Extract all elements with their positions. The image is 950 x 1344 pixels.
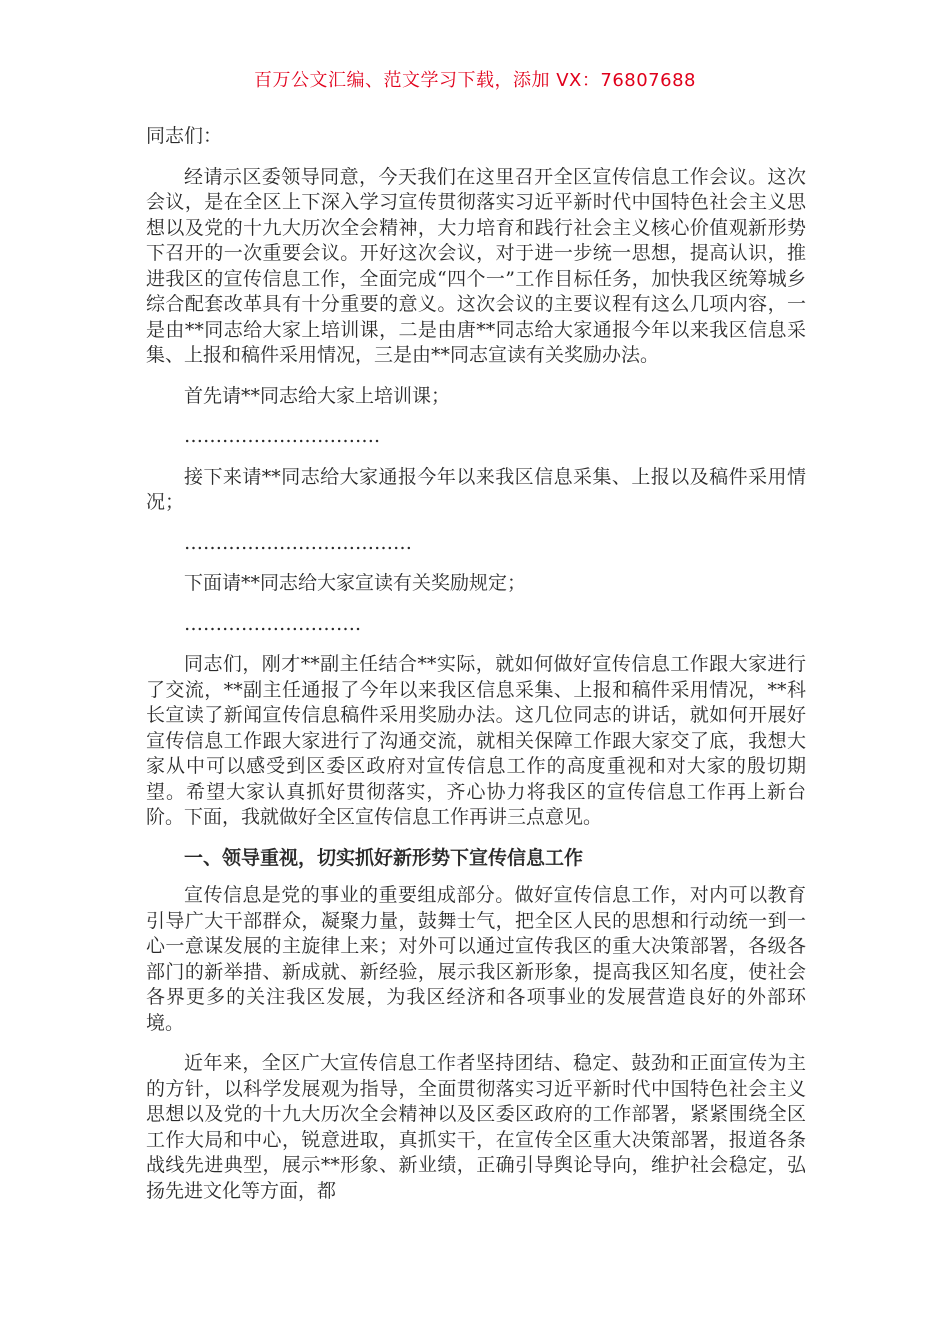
paragraph-summary: 同志们，刚才**副主任结合**实际，就如何做好宣传信息工作跟大家进行了交流，**副主任通报了今年以来我区信息采集、上报和稿件采用情况，**科长宣读了新闻宣传信息稿件采用奖励办法。这几位同志的讲话，就如何开展好宣传信息工作跟大家进行了沟通交流，就相关保障工作跟大家交了底，我想大家从中可以感受到区委区政府对宣传信息工作的高度重视和对大家的殷切期望。希望大家认真抓好贯彻落实，齐心协力将我区的宣传信息工作再上新台阶。下面，我就做好全区宣传信息工作再讲三点意见。 (146, 653, 806, 828)
ellipsis-line: …………………………. (184, 425, 381, 447)
paragraph-training: 首先请**同志给大家上培训课； (184, 384, 451, 407)
paragraph-report: 接下来请**同志给大家通报今年以来我区信息采集、上报以及稿件采用情况； (146, 465, 806, 513)
paragraph-importance: 宣传信息是党的事业的重要组成部分。做好宣传信息工作，对内可以教育引导广大干部群众，凝聚力量，鼓舞士气，把全区人民的思想和行动统一到一心一意谋发展的主旋律上来；对外可以通过宣传我区的重大决策部署，各级各部门的新举措、新成就、新经验，展示我区新形象，提高我区知名度，使社会各界更多的关注我区发展，为我区经济和各项事业的发展营造良好的外部环境。 (146, 884, 806, 1034)
ellipsis-line: ……………………………… (184, 531, 412, 554)
document-body (146, 124, 806, 1219)
ellipsis-line: ………………………. (184, 612, 362, 635)
paragraph-opening: 经请示区委领导同意，今天我们在这里召开全区宣传信息工作会议。这次会议，是在全区上下深入学习宣传贯彻落实习近平新时代中国特色社会主义思想以及党的十九大历次全会精神，大力培育和践行社会主义核心价值观新形势下召开的一次重要会议。开好这次会议，对于进一步统一思想，提高认识，推进我区的宣传信息工作，全面完成“四个一”工作目标任务，加快我区统筹城乡综合配套改革具有十分重要的意义。这次会议的主要议程有这么几项内容，一是由**同志给大家上培训课，二是由唐**同志给大家通报今年以来我区信息采集、上报和稿件采用情况，三是由**同志宣读有关奖励办法。 (146, 165, 806, 366)
section-heading-1: 一、领导重视，切实抓好新形势下宣传信息工作 (184, 846, 584, 869)
salutation: 同志们： (146, 125, 223, 147)
paragraph-recent-years: 近年来，全区广大宣传信息工作者坚持团结、稳定、鼓劲和正面宣传为主的方针，以科学发展观为指导，全面贯彻落实习近平新时代中国特色社会主义思想以及党的十九大历次全会精神以及区委区政府的工作部署，紧紧围绕全区工作大局和中心，锐意进取，真抓实干，在宣传全区重大决策部署，报道各条战线先进典型，展示**形象、新业绩，正确引导舆论导向，维护社会稳定，弘扬先进文化等方面，都 (146, 1052, 806, 1202)
paragraph-rules: 下面请**同志给大家宣读有关奖励规定； (184, 572, 527, 594)
header-banner: 百万公文汇编、范文学习下载，添加 VX：76807688 (254, 70, 696, 91)
